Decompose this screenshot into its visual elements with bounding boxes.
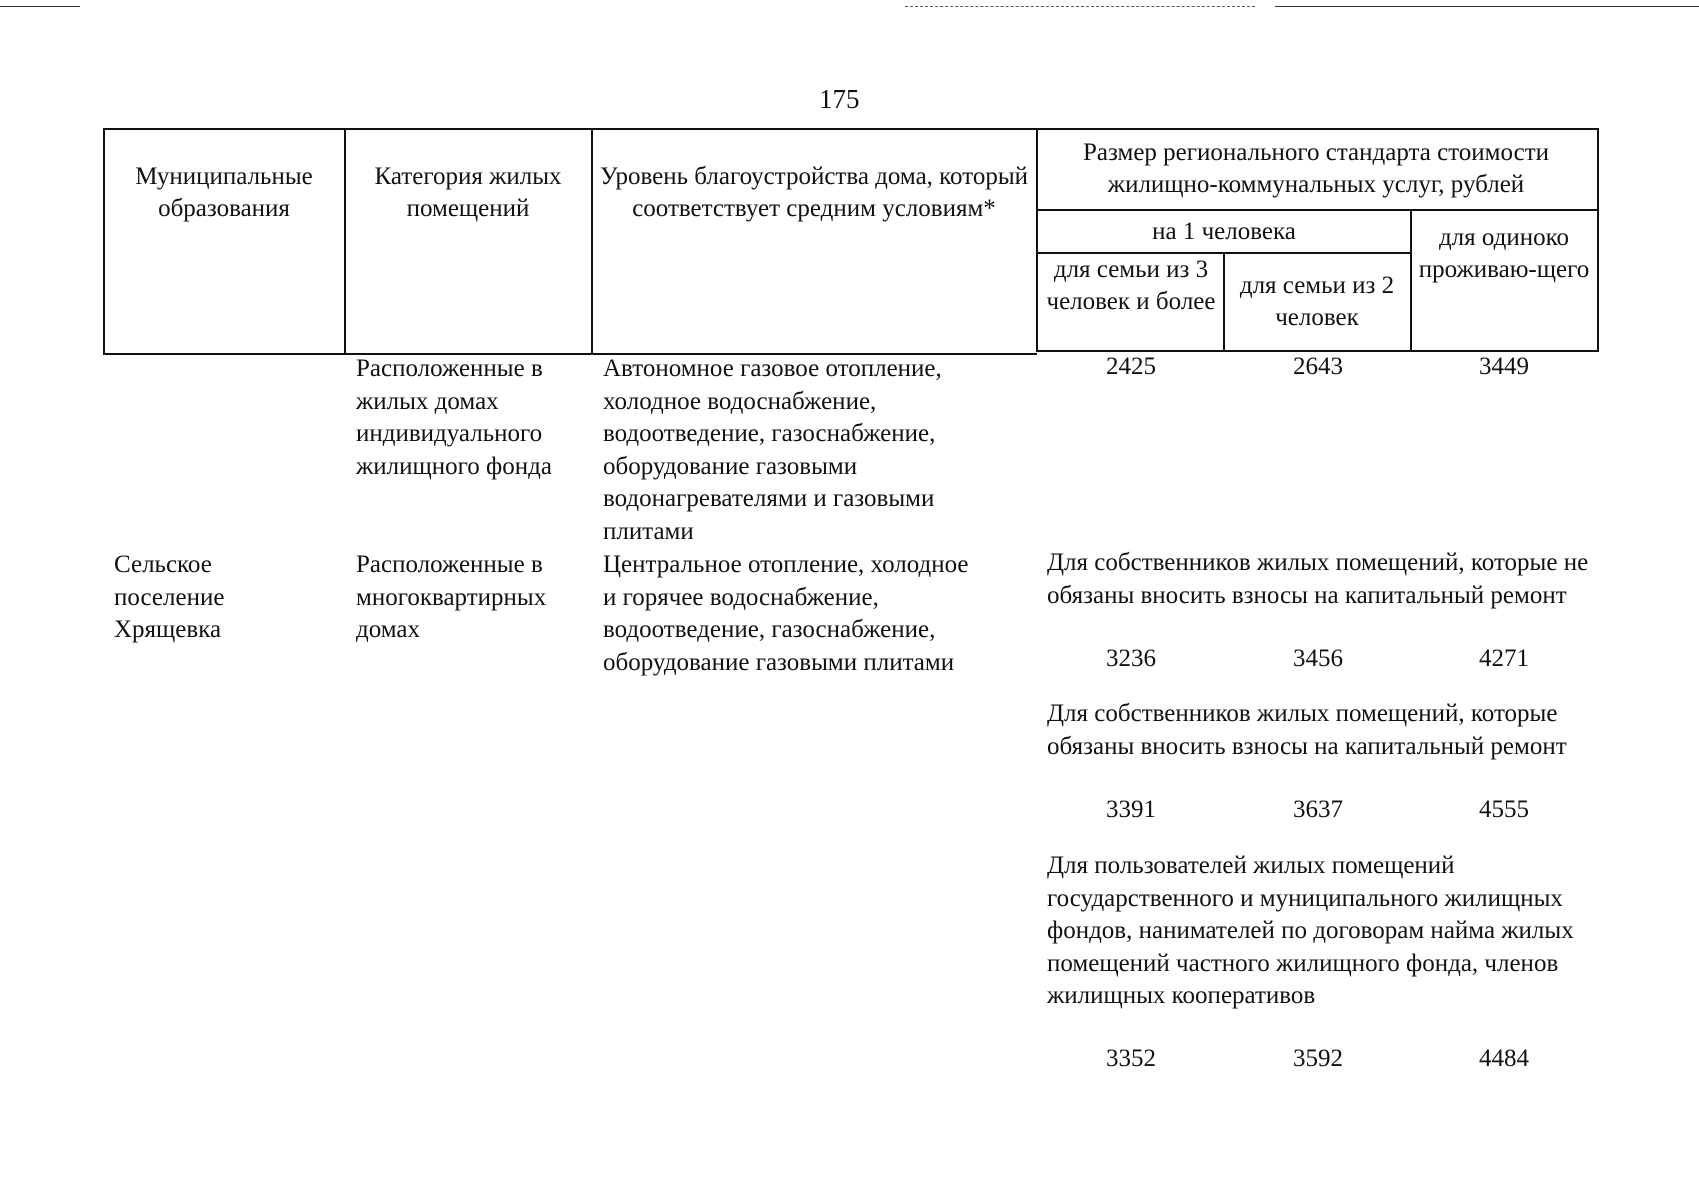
scan-edge-line bbox=[1275, 6, 1699, 7]
table-divider bbox=[1037, 209, 1599, 211]
table-column-line bbox=[591, 128, 593, 355]
header-municipal: Муниципальные образования bbox=[135, 163, 313, 222]
row-category: Расположенные в жилых домах индивидуального жилищного фонда bbox=[356, 355, 552, 480]
value-family-3: 3352 bbox=[1106, 1045, 1156, 1072]
header-per-person: на 1 человека bbox=[1152, 218, 1296, 245]
table-column-line bbox=[1410, 209, 1412, 352]
page-number: 175 bbox=[819, 84, 860, 114]
value-family-2: 3456 bbox=[1293, 645, 1343, 672]
header-standard-title: Размер регионального стандарта стоимости жилищно-коммунальных услуг, рублей bbox=[1082, 139, 1550, 198]
table-border-right bbox=[1597, 128, 1599, 352]
scan-edge-line bbox=[905, 6, 1255, 7]
value-family-3: 2425 bbox=[1106, 353, 1156, 380]
value-single: 4484 bbox=[1479, 1045, 1529, 1072]
group-note: Для собственников жилых помещений, которые не обязаны вносить взносы на капитальный ремонт bbox=[1047, 549, 1589, 609]
row-level: Автономное газовое отопление, холодное водоснабжение, водоотведение, газоснабжение, оборудование газовыми водонагревателями и газовыми плитами bbox=[603, 355, 942, 545]
value-single: 4555 bbox=[1479, 796, 1529, 823]
group-note: Для пользователей жилых помещений государственного и муниципального жилищных фондов, нанимателей по договорам найма жилых помещений частного жилищного фонда, членов жилищных кооперативов bbox=[1047, 852, 1574, 1009]
table-border-top bbox=[103, 128, 1599, 130]
group-note: Для собственников жилых помещений, которые обязаны вносить взносы на капитальный ремонт bbox=[1047, 700, 1567, 760]
value-family-3: 3391 bbox=[1106, 796, 1156, 823]
table-border-left bbox=[103, 128, 105, 355]
scan-edge-line bbox=[0, 6, 80, 7]
row-level: Центральное отопление, холодное и горячее водоснабжение, водоотведение, газоснабжение, оборудование газовыми плитами bbox=[603, 551, 969, 676]
header-family-2: для семьи из 2 человек bbox=[1239, 272, 1395, 331]
header-level: Уровень благоустройства дома, который соответствует средним условиям* bbox=[600, 163, 1028, 222]
row-category: Расположенные в многоквартирных домах bbox=[356, 551, 547, 643]
header-family-3: для семьи из 3 человек и более bbox=[1046, 256, 1216, 315]
value-family-2: 3637 bbox=[1293, 796, 1343, 823]
value-family-2: 2643 bbox=[1293, 353, 1343, 380]
table-column-line bbox=[1223, 252, 1225, 352]
header-single: для одиноко проживаю-щего bbox=[1418, 224, 1590, 283]
value-family-2: 3592 bbox=[1293, 1045, 1343, 1072]
value-single: 4271 bbox=[1479, 645, 1529, 672]
table-column-line bbox=[1036, 128, 1038, 352]
value-family-3: 3236 bbox=[1106, 645, 1156, 672]
value-single: 3449 bbox=[1479, 353, 1529, 380]
header-category: Категория жилых помещений bbox=[374, 163, 562, 222]
row-municipal: Сельское поселение Хрящевка bbox=[114, 551, 225, 643]
table-column-line bbox=[344, 128, 346, 355]
